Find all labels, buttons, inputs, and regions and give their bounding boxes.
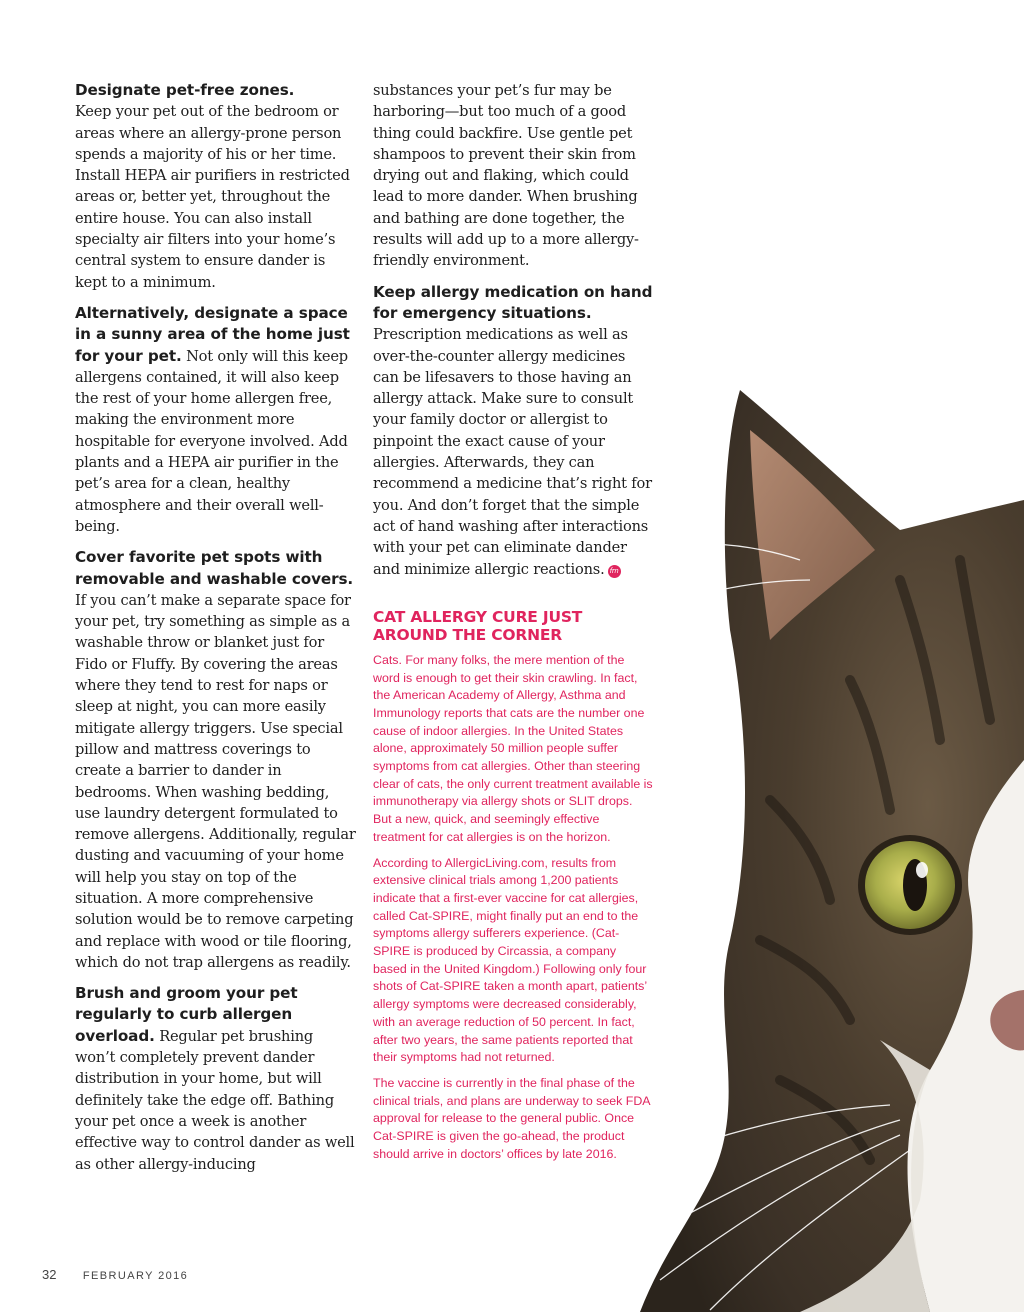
tip-lead: Alternatively, designate a space in a sunny area of the home just for your pet. [75,303,350,365]
tip-body: Regular pet brushing won’t completely prevent dander distribution in your home, but will definitely take the edge off. Bathing your pet once a week is another effective way to control dander as well as other allergy-inducing [75,1027,355,1173]
sidebar-paragraph: According to AllergicLiving.com, results from extensive clinical trials among 1,200 patients indicate that a first-ever vaccine for cat allergies, called Cat-SPIRE, might finally put an end to the symptoms allergy sufferers experience. (Cat-SPIRE is produced by Circassia, a company based in the United Kingdom.) Following only four shots of Cat-SPIRE taken a month apart, patients’ allergy symptoms were decreased considerably, with an average reduction of 50 percent. In fact, after two years, the same patients reported that their symptoms had not returned. [373,855,647,1065]
tip-brush-groom [75,983,357,1175]
tip-pet-free-zones [75,80,357,293]
tip-body: If you can’t make a separate space for your pet, try something as simple as a washable throw or blanket just for Fido or Fluffy. By covering the areas where they tend to rest for naps or sleep at night, you can more easily mitigate allergy triggers. Use special pillow and mattress coverings to create a barrier to dander in bedrooms. When washing bedding, use laundry detergent formulated to remove allergens. Additionally, regular dusting and vacuuming of your home will help you stay on top of the situation. A more comprehensive solution would be to remove carpeting and replace with wood or tile flooring, which do not trap allergens as readily. [75,591,356,971]
end-of-article-icon: fm [608,565,621,578]
tip-lead: Designate pet-free zones. [75,81,295,99]
tip-washable-covers [75,547,357,973]
tip-body: Not only will this keep allergens contained, it will also keep the rest of your home allergen free, making the environment more hospitable for everyone involved. Add plants and a HEPA air purifier in the pet’s area for a clean, healthy atmosphere and their overall well-being. [75,347,348,535]
continued-text: substances your pet’s fur may be harboring—but too much of a good thing could backfire. Use gentle pet shampoos to prevent their skin from drying out and flaking, which could lead to more dander. When brushing and bathing are done together, the results will add up to a more allergy-friendly environment. [373,82,639,270]
page-number: 32 [42,1267,57,1282]
tip-sunny-area [75,303,357,537]
sidebar-paragraph: Cats. For many folks, the mere mention of the word is enough to get their skin crawling. In fact, the American Academy of Allergy, Asthma and Immunology reports that cats are the number one cause of indoor allergies. In the United States alone, approximately 50 million people suffer symptoms from cat allergies. Other than steering clear of cats, the only current treatment available is immunotherapy via allergy shots or SLIT drops. But a new, quick, and seemingly effective treatment for cat allergies is on the horizon. [373,652,653,844]
issue-date: FEBRUARY 2016 [82,1270,189,1282]
sidebar-paragraph: The vaccine is currently in the final phase of the clinical trials, and plans are underway to seek FDA approval for release to the general public. Once Cat-SPIRE is given the go-ahead, the product should arrive in doctors’ offices by late 2016. [373,1076,650,1161]
tip-lead: Cover favorite pet spots with removable and washable covers. [75,548,354,588]
tip-body: Prescription medications as well as over-the-counter allergy medicines can be lifesavers to those having an allergy attack. Make sure to consult your family doctor or allergist to pinpoint the exact cause of your allergies. Afterwards, they can recommend a medicine that’s right for you. And don’t forget that the simple act of hand washing after interactions with your pet can eliminate dander and minimize allergic reactions. [373,326,652,578]
tip-lead: Keep allergy medication on hand for emergency situations. [373,282,653,322]
page-footer [42,1266,188,1284]
column-left [75,80,357,1185]
cat-photo [600,380,1024,1312]
sidebar-heading: CAT ALLERGY CURE JUST AROUND THE CORNER [373,607,583,644]
tip-lead: Brush and groom your pet regularly to curb allergen overload. [75,984,298,1045]
tip-body: Keep your pet out of the bedroom or areas where an allergy-prone person spends a majority of his or her time. Install HEPA air purifiers in restricted areas or, better yet, throughout the entire house. You can also install specialty air filters into your home’s central system to ensure dander is kept to a minimum. [75,103,350,291]
